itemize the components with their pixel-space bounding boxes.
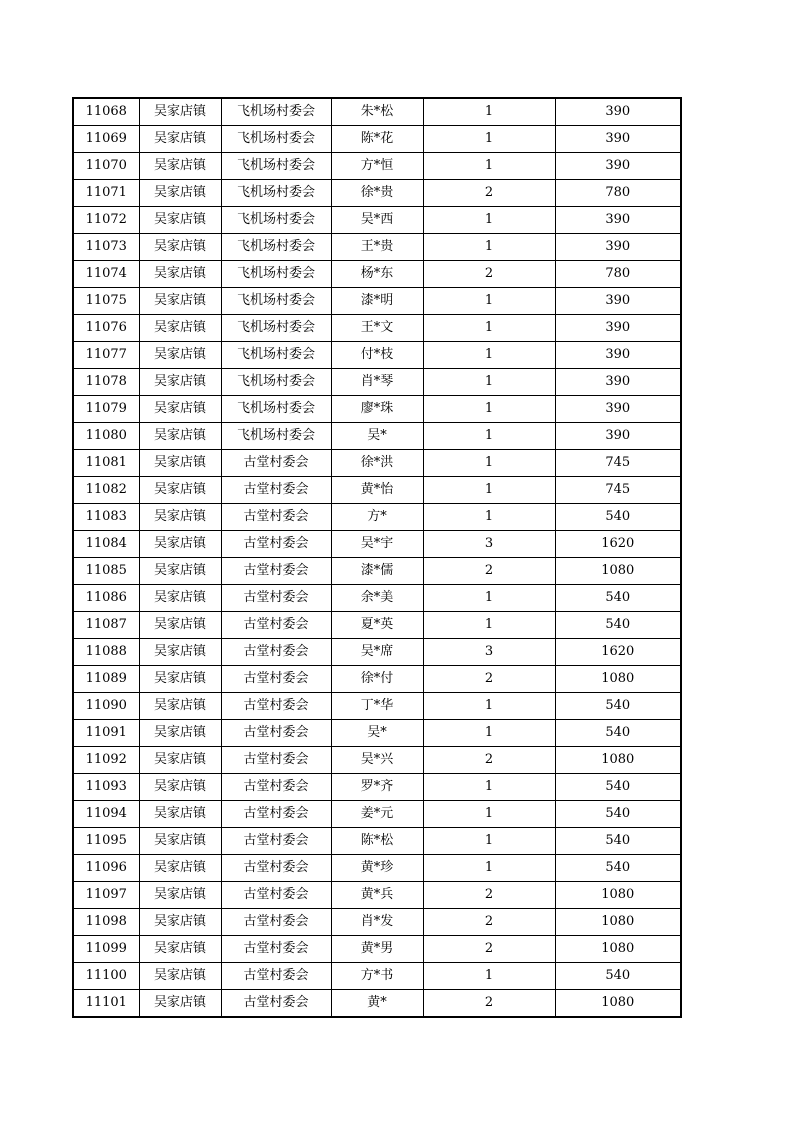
record-number-cell: 11077 [73, 342, 139, 369]
name-cell: 黄*怡 [331, 477, 423, 504]
village-committee-cell: 古堂村委会 [221, 585, 331, 612]
count-cell: 2 [423, 747, 555, 774]
town-cell: 吴家店镇 [139, 315, 221, 342]
count-cell: 1 [423, 477, 555, 504]
count-cell: 1 [423, 963, 555, 990]
town-cell: 吴家店镇 [139, 963, 221, 990]
table-row [73, 612, 681, 639]
record-number-cell: 11074 [73, 261, 139, 288]
amount-cell: 1080 [555, 882, 681, 909]
count-cell: 1 [423, 342, 555, 369]
village-committee-cell: 古堂村委会 [221, 639, 331, 666]
record-number-cell: 11072 [73, 207, 139, 234]
table-row [73, 504, 681, 531]
town-cell: 吴家店镇 [139, 504, 221, 531]
count-cell: 1 [423, 504, 555, 531]
table-row [73, 98, 681, 126]
amount-cell: 390 [555, 126, 681, 153]
village-committee-cell: 飞机场村委会 [221, 126, 331, 153]
name-cell: 廖*珠 [331, 396, 423, 423]
record-number-cell: 11091 [73, 720, 139, 747]
amount-cell: 780 [555, 261, 681, 288]
amount-cell: 1080 [555, 747, 681, 774]
count-cell: 1 [423, 153, 555, 180]
table-row [73, 423, 681, 450]
town-cell: 吴家店镇 [139, 531, 221, 558]
amount-cell: 1620 [555, 531, 681, 558]
name-cell: 杨*东 [331, 261, 423, 288]
name-cell: 丁*华 [331, 693, 423, 720]
table-row [73, 882, 681, 909]
name-cell: 王*文 [331, 315, 423, 342]
table-row [73, 180, 681, 207]
table-row [73, 315, 681, 342]
record-number-cell: 11096 [73, 855, 139, 882]
town-cell: 吴家店镇 [139, 477, 221, 504]
count-cell: 1 [423, 855, 555, 882]
town-cell: 吴家店镇 [139, 936, 221, 963]
name-cell: 罗*齐 [331, 774, 423, 801]
town-cell: 吴家店镇 [139, 342, 221, 369]
name-cell: 黄*兵 [331, 882, 423, 909]
table-row [73, 126, 681, 153]
table-row [73, 585, 681, 612]
table-row [73, 639, 681, 666]
village-committee-cell: 飞机场村委会 [221, 369, 331, 396]
village-committee-cell: 古堂村委会 [221, 882, 331, 909]
town-cell: 吴家店镇 [139, 990, 221, 1018]
count-cell: 1 [423, 98, 555, 126]
town-cell: 吴家店镇 [139, 98, 221, 126]
name-cell: 肖*琴 [331, 369, 423, 396]
table-row [73, 828, 681, 855]
town-cell: 吴家店镇 [139, 720, 221, 747]
town-cell: 吴家店镇 [139, 234, 221, 261]
name-cell: 漆*明 [331, 288, 423, 315]
table-row [73, 693, 681, 720]
village-committee-cell: 古堂村委会 [221, 828, 331, 855]
village-committee-cell: 飞机场村委会 [221, 153, 331, 180]
amount-cell: 1080 [555, 909, 681, 936]
amount-cell: 1080 [555, 666, 681, 693]
town-cell: 吴家店镇 [139, 261, 221, 288]
name-cell: 方* [331, 504, 423, 531]
town-cell: 吴家店镇 [139, 585, 221, 612]
town-cell: 吴家店镇 [139, 288, 221, 315]
name-cell: 黄*男 [331, 936, 423, 963]
village-committee-cell: 古堂村委会 [221, 963, 331, 990]
amount-cell: 390 [555, 315, 681, 342]
village-committee-cell: 飞机场村委会 [221, 98, 331, 126]
amount-cell: 390 [555, 288, 681, 315]
record-number-cell: 11098 [73, 909, 139, 936]
amount-cell: 1620 [555, 639, 681, 666]
count-cell: 2 [423, 180, 555, 207]
village-committee-cell: 古堂村委会 [221, 801, 331, 828]
count-cell: 1 [423, 126, 555, 153]
name-cell: 陈*花 [331, 126, 423, 153]
amount-cell: 540 [555, 828, 681, 855]
record-number-cell: 11075 [73, 288, 139, 315]
record-number-cell: 11070 [73, 153, 139, 180]
table-row [73, 720, 681, 747]
record-number-cell: 11088 [73, 639, 139, 666]
town-cell: 吴家店镇 [139, 882, 221, 909]
roster-table [72, 97, 682, 1018]
amount-cell: 540 [555, 774, 681, 801]
amount-cell: 390 [555, 98, 681, 126]
table-row [73, 666, 681, 693]
amount-cell: 390 [555, 423, 681, 450]
village-committee-cell: 古堂村委会 [221, 855, 331, 882]
table-row [73, 855, 681, 882]
village-committee-cell: 古堂村委会 [221, 504, 331, 531]
name-cell: 黄*珍 [331, 855, 423, 882]
table-row [73, 153, 681, 180]
table-row [73, 207, 681, 234]
record-number-cell: 11068 [73, 98, 139, 126]
town-cell: 吴家店镇 [139, 828, 221, 855]
record-number-cell: 11100 [73, 963, 139, 990]
record-number-cell: 11097 [73, 882, 139, 909]
amount-cell: 540 [555, 693, 681, 720]
record-number-cell: 11089 [73, 666, 139, 693]
count-cell: 2 [423, 666, 555, 693]
town-cell: 吴家店镇 [139, 855, 221, 882]
town-cell: 吴家店镇 [139, 396, 221, 423]
count-cell: 1 [423, 288, 555, 315]
roster-table-body [73, 98, 681, 1017]
record-number-cell: 11080 [73, 423, 139, 450]
town-cell: 吴家店镇 [139, 909, 221, 936]
town-cell: 吴家店镇 [139, 207, 221, 234]
village-committee-cell: 飞机场村委会 [221, 261, 331, 288]
amount-cell: 540 [555, 585, 681, 612]
amount-cell: 540 [555, 855, 681, 882]
town-cell: 吴家店镇 [139, 423, 221, 450]
name-cell: 徐*洪 [331, 450, 423, 477]
count-cell: 3 [423, 531, 555, 558]
amount-cell: 390 [555, 369, 681, 396]
name-cell: 付*枝 [331, 342, 423, 369]
count-cell: 1 [423, 315, 555, 342]
record-number-cell: 11073 [73, 234, 139, 261]
village-committee-cell: 古堂村委会 [221, 558, 331, 585]
count-cell: 1 [423, 801, 555, 828]
record-number-cell: 11079 [73, 396, 139, 423]
amount-cell: 745 [555, 477, 681, 504]
village-committee-cell: 古堂村委会 [221, 477, 331, 504]
table-row [73, 450, 681, 477]
town-cell: 吴家店镇 [139, 369, 221, 396]
count-cell: 2 [423, 558, 555, 585]
name-cell: 吴*席 [331, 639, 423, 666]
amount-cell: 780 [555, 180, 681, 207]
record-number-cell: 11101 [73, 990, 139, 1018]
village-committee-cell: 古堂村委会 [221, 450, 331, 477]
town-cell: 吴家店镇 [139, 450, 221, 477]
count-cell: 1 [423, 450, 555, 477]
table-row [73, 774, 681, 801]
name-cell: 黄* [331, 990, 423, 1018]
amount-cell: 1080 [555, 936, 681, 963]
count-cell: 1 [423, 585, 555, 612]
record-number-cell: 11076 [73, 315, 139, 342]
count-cell: 1 [423, 720, 555, 747]
village-committee-cell: 飞机场村委会 [221, 207, 331, 234]
amount-cell: 745 [555, 450, 681, 477]
town-cell: 吴家店镇 [139, 558, 221, 585]
town-cell: 吴家店镇 [139, 612, 221, 639]
village-committee-cell: 古堂村委会 [221, 693, 331, 720]
town-cell: 吴家店镇 [139, 747, 221, 774]
name-cell: 吴*西 [331, 207, 423, 234]
village-committee-cell: 古堂村委会 [221, 909, 331, 936]
table-row [73, 558, 681, 585]
amount-cell: 390 [555, 207, 681, 234]
name-cell: 姜*元 [331, 801, 423, 828]
count-cell: 2 [423, 882, 555, 909]
village-committee-cell: 古堂村委会 [221, 612, 331, 639]
village-committee-cell: 飞机场村委会 [221, 396, 331, 423]
record-number-cell: 11084 [73, 531, 139, 558]
count-cell: 1 [423, 396, 555, 423]
amount-cell: 1080 [555, 990, 681, 1018]
record-number-cell: 11087 [73, 612, 139, 639]
name-cell: 吴* [331, 720, 423, 747]
village-committee-cell: 飞机场村委会 [221, 423, 331, 450]
count-cell: 2 [423, 261, 555, 288]
table-row [73, 990, 681, 1018]
name-cell: 朱*松 [331, 98, 423, 126]
count-cell: 1 [423, 828, 555, 855]
record-number-cell: 11085 [73, 558, 139, 585]
record-number-cell: 11082 [73, 477, 139, 504]
name-cell: 余*美 [331, 585, 423, 612]
table-row [73, 477, 681, 504]
amount-cell: 1080 [555, 558, 681, 585]
name-cell: 肖*发 [331, 909, 423, 936]
table-row [73, 234, 681, 261]
count-cell: 1 [423, 693, 555, 720]
village-committee-cell: 古堂村委会 [221, 990, 331, 1018]
village-committee-cell: 古堂村委会 [221, 936, 331, 963]
table-row [73, 963, 681, 990]
village-committee-cell: 古堂村委会 [221, 720, 331, 747]
village-committee-cell: 古堂村委会 [221, 774, 331, 801]
record-number-cell: 11078 [73, 369, 139, 396]
town-cell: 吴家店镇 [139, 666, 221, 693]
count-cell: 1 [423, 234, 555, 261]
name-cell: 吴* [331, 423, 423, 450]
name-cell: 吴*宇 [331, 531, 423, 558]
table-row [73, 342, 681, 369]
table-row [73, 747, 681, 774]
table-row [73, 936, 681, 963]
table-row [73, 261, 681, 288]
record-number-cell: 11083 [73, 504, 139, 531]
record-number-cell: 11099 [73, 936, 139, 963]
town-cell: 吴家店镇 [139, 801, 221, 828]
name-cell: 方*恒 [331, 153, 423, 180]
village-committee-cell: 古堂村委会 [221, 747, 331, 774]
count-cell: 2 [423, 990, 555, 1018]
village-committee-cell: 古堂村委会 [221, 666, 331, 693]
town-cell: 吴家店镇 [139, 774, 221, 801]
count-cell: 2 [423, 936, 555, 963]
count-cell: 1 [423, 774, 555, 801]
name-cell: 漆*儒 [331, 558, 423, 585]
town-cell: 吴家店镇 [139, 126, 221, 153]
count-cell: 1 [423, 207, 555, 234]
name-cell: 王*贵 [331, 234, 423, 261]
amount-cell: 540 [555, 612, 681, 639]
record-number-cell: 11093 [73, 774, 139, 801]
record-number-cell: 11071 [73, 180, 139, 207]
count-cell: 1 [423, 369, 555, 396]
name-cell: 方*书 [331, 963, 423, 990]
count-cell: 3 [423, 639, 555, 666]
table-row [73, 396, 681, 423]
table-row [73, 909, 681, 936]
village-committee-cell: 飞机场村委会 [221, 315, 331, 342]
table-row [73, 288, 681, 315]
amount-cell: 390 [555, 153, 681, 180]
amount-cell: 540 [555, 720, 681, 747]
amount-cell: 540 [555, 963, 681, 990]
record-number-cell: 11069 [73, 126, 139, 153]
record-number-cell: 11095 [73, 828, 139, 855]
amount-cell: 390 [555, 342, 681, 369]
name-cell: 陈*松 [331, 828, 423, 855]
record-number-cell: 11086 [73, 585, 139, 612]
amount-cell: 390 [555, 234, 681, 261]
record-number-cell: 11081 [73, 450, 139, 477]
village-committee-cell: 飞机场村委会 [221, 180, 331, 207]
village-committee-cell: 飞机场村委会 [221, 288, 331, 315]
name-cell: 徐*付 [331, 666, 423, 693]
name-cell: 夏*英 [331, 612, 423, 639]
table-row [73, 531, 681, 558]
amount-cell: 540 [555, 801, 681, 828]
town-cell: 吴家店镇 [139, 180, 221, 207]
village-committee-cell: 古堂村委会 [221, 531, 331, 558]
count-cell: 2 [423, 909, 555, 936]
name-cell: 徐*贵 [331, 180, 423, 207]
count-cell: 1 [423, 612, 555, 639]
town-cell: 吴家店镇 [139, 639, 221, 666]
record-number-cell: 11090 [73, 693, 139, 720]
village-committee-cell: 飞机场村委会 [221, 342, 331, 369]
record-number-cell: 11092 [73, 747, 139, 774]
record-number-cell: 11094 [73, 801, 139, 828]
count-cell: 1 [423, 423, 555, 450]
table-row [73, 369, 681, 396]
amount-cell: 540 [555, 504, 681, 531]
village-committee-cell: 飞机场村委会 [221, 234, 331, 261]
town-cell: 吴家店镇 [139, 693, 221, 720]
town-cell: 吴家店镇 [139, 153, 221, 180]
name-cell: 吴*兴 [331, 747, 423, 774]
table-row [73, 801, 681, 828]
amount-cell: 390 [555, 396, 681, 423]
